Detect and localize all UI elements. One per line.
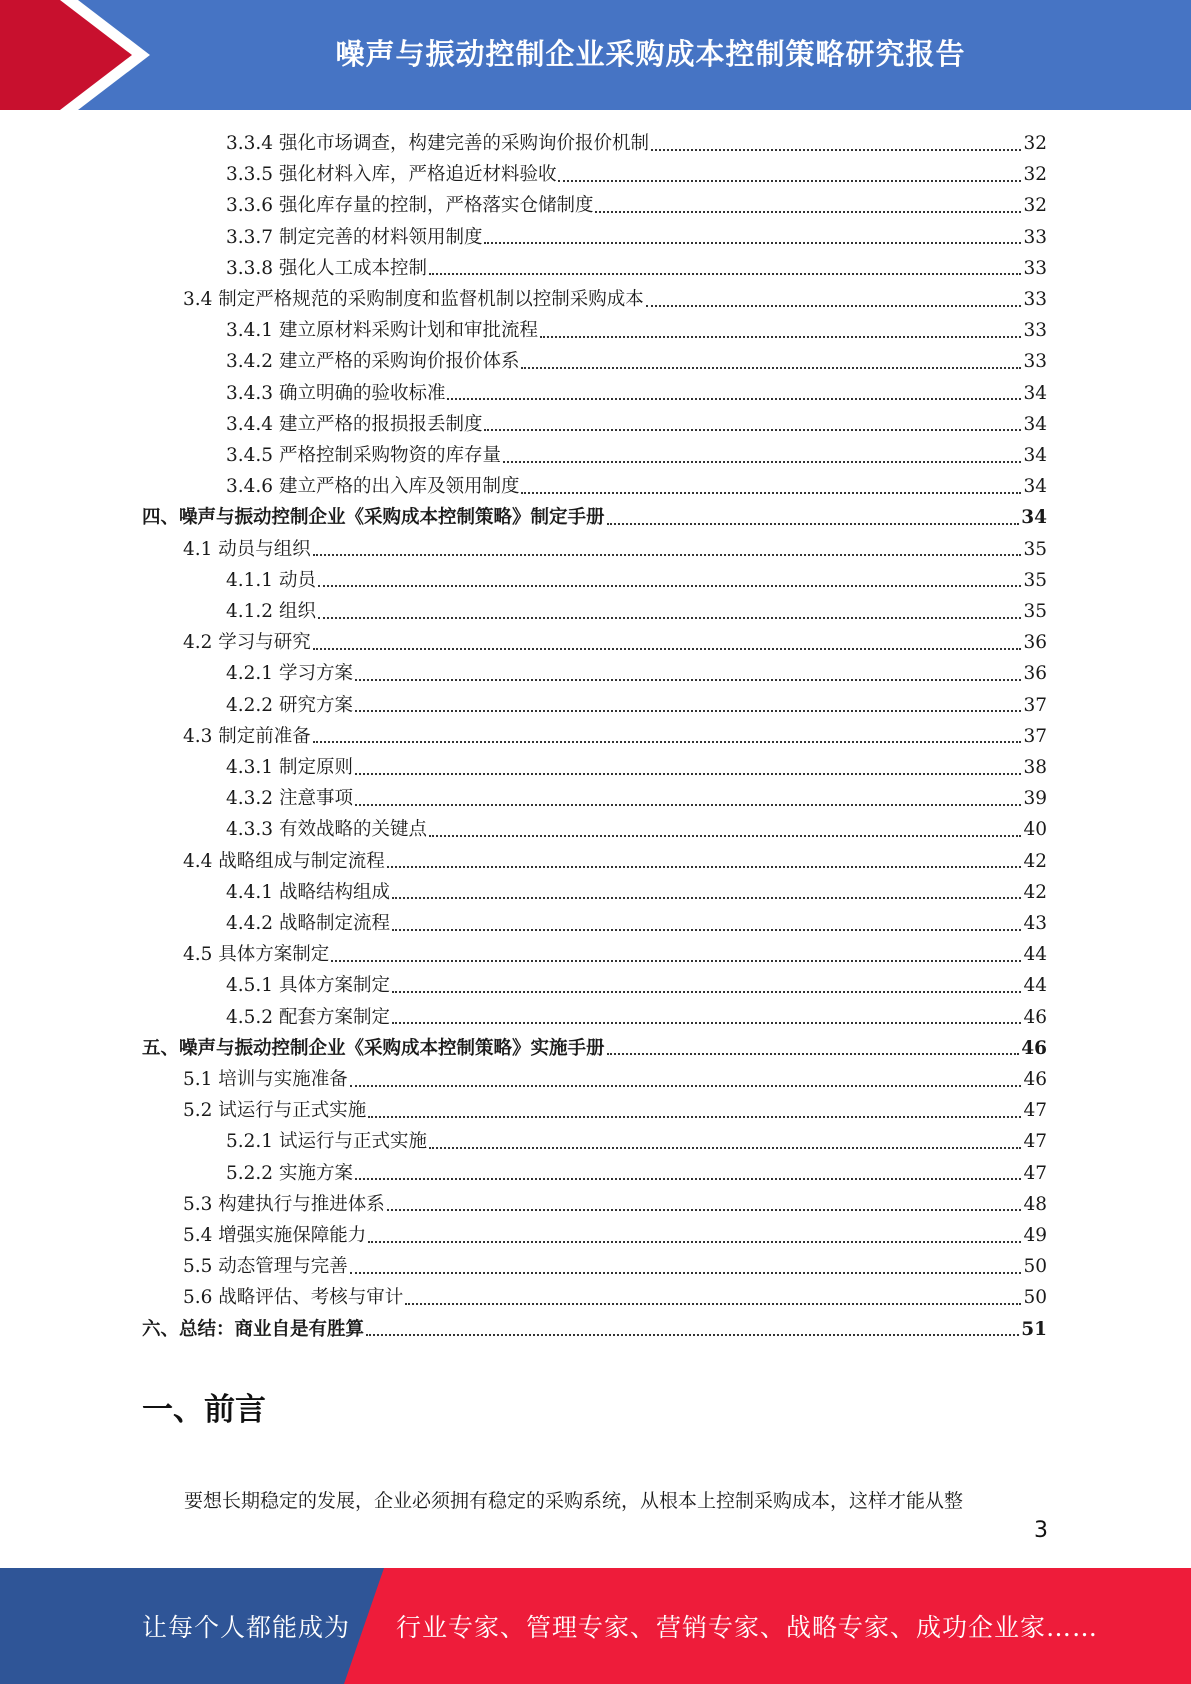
toc-dot-leader: [368, 1116, 1021, 1118]
toc-entry-page: 40: [1023, 819, 1047, 841]
toc-dot-leader: [355, 679, 1022, 681]
toc-dot-leader: [392, 991, 1021, 993]
toc-dot-leader: [368, 1241, 1021, 1243]
toc-dot-leader: [429, 835, 1021, 837]
toc-entry-label: 3.4.4 建立严格的报损报丢制度: [226, 413, 483, 435]
page-number: 3: [1034, 1518, 1048, 1543]
toc-entry-label: 4.5 具体方案制定: [183, 944, 330, 966]
toc-entry[interactable]: [0, 222, 1191, 253]
toc-entry[interactable]: [0, 1158, 1191, 1189]
toc-entry-label: 4.1.2 组织: [226, 601, 316, 622]
toc-entry-label: 5.4 增强实施保障能力: [183, 1225, 367, 1246]
toc-dot-leader: [313, 554, 1022, 556]
toc-entry-label: 3.4.2 建立严格的采购询价报价体系: [226, 351, 520, 373]
footer-slogan-left: 让每个人都能成为: [142, 1613, 351, 1642]
toc-dot-leader: [313, 648, 1022, 650]
toc-entry[interactable]: [0, 1220, 1191, 1251]
toc-dot-leader: [355, 773, 1022, 775]
toc-entry[interactable]: [0, 1095, 1191, 1126]
toc-entry-label: 3.3.4 强化市场调查，构建完善的采购询价报价机制: [226, 133, 649, 154]
toc-entry-page: 50: [1023, 1287, 1047, 1309]
toc-entry-label: 3.4.6 建立严格的出入库及领用制度: [226, 476, 520, 498]
toc-dot-leader: [318, 585, 1022, 587]
toc-entry-label: 5.5 动态管理与完善: [183, 1256, 348, 1278]
toc-entry-page: 32: [1023, 133, 1047, 154]
toc-entry[interactable]: [0, 1002, 1191, 1033]
toc-dot-leader: [607, 523, 1020, 525]
toc-entry-label: 4.2.2 研究方案: [226, 694, 353, 716]
toc-entry-page: 43: [1023, 913, 1047, 934]
toc-entry[interactable]: [0, 190, 1191, 221]
toc-entry-label: 5.2.1 试运行与正式实施: [226, 1131, 427, 1153]
toc-dot-leader: [392, 929, 1021, 931]
toc-entry-page: 42: [1023, 850, 1047, 872]
toc-dot-leader: [521, 367, 1021, 369]
toc-entry[interactable]: [0, 565, 1191, 596]
toc-dot-leader: [350, 1272, 1022, 1274]
toc-entry-label: 4.2.1 学习方案: [226, 663, 353, 685]
toc-entry-page: 50: [1023, 1256, 1047, 1278]
toc-entry[interactable]: [0, 596, 1191, 627]
toc-entry-page: 38: [1023, 757, 1047, 778]
toc-entry[interactable]: [0, 378, 1191, 409]
toc-entry[interactable]: [0, 409, 1191, 440]
toc-dot-leader: [484, 429, 1021, 431]
toc-dot-leader: [429, 1147, 1021, 1149]
toc-entry-label: 4.1 动员与组织: [183, 538, 311, 560]
toc-dot-leader: [595, 211, 1021, 213]
toc-entry-page: 37: [1023, 725, 1047, 747]
toc-dot-leader: [392, 1022, 1021, 1024]
toc-entry-label: 4.3.1 制定原则: [226, 757, 353, 778]
toc-entry-page: 39: [1023, 788, 1047, 810]
toc-entry-label: 5.3 构建执行与推进体系: [183, 1193, 385, 1215]
toc-entry-label: 4.5.2 配套方案制定: [226, 1006, 390, 1028]
toc-entry-label: 4.3 制定前准备: [183, 725, 311, 747]
toc-entry-label: 4.4.2 战略制定流程: [226, 913, 390, 934]
toc-dot-leader: [355, 804, 1022, 806]
toc-entry-page: 35: [1023, 538, 1047, 560]
toc-entry[interactable]: [0, 1251, 1191, 1282]
page-footer: [0, 1568, 1191, 1684]
toc-entry-label: 4.4.1 战略结构组成: [226, 881, 390, 903]
toc-entry-label: 3.3.8 强化人工成本控制: [226, 257, 427, 279]
toc-entry[interactable]: [0, 1064, 1191, 1095]
toc-dot-leader: [558, 180, 1021, 182]
toc-entry-page: 46: [1023, 1069, 1047, 1090]
toc-dot-leader: [651, 149, 1021, 151]
toc-entry-page: 33: [1023, 289, 1047, 310]
toc-entry-page: 46: [1021, 1037, 1047, 1059]
toc-entry[interactable]: [0, 627, 1191, 658]
toc-entry[interactable]: [0, 939, 1191, 970]
toc-entry-page: 32: [1023, 164, 1047, 186]
toc-entry[interactable]: [0, 253, 1191, 284]
toc-entry-label: 4.1.1 动员: [226, 569, 316, 591]
toc-entry[interactable]: [0, 440, 1191, 471]
toc-dot-leader: [313, 741, 1022, 743]
toc-entry[interactable]: [0, 877, 1191, 908]
toc-dot-leader: [646, 305, 1022, 307]
toc-entry-page: 46: [1023, 1006, 1047, 1028]
toc-entry-label: 5.6 战略评估、考核与审计: [183, 1287, 404, 1309]
toc-dot-leader: [429, 273, 1021, 275]
toc-dot-leader: [331, 960, 1021, 962]
toc-entry-label: 4.3.2 注意事项: [226, 788, 353, 810]
toc-entry[interactable]: [0, 721, 1191, 752]
toc-dot-leader: [392, 897, 1021, 899]
toc-entry[interactable]: [0, 315, 1191, 346]
toc-entry-page: 34: [1023, 445, 1047, 466]
toc-entry-label: 4.2 学习与研究: [183, 632, 311, 654]
toc-entry-page: 34: [1021, 507, 1047, 529]
toc-entry[interactable]: [0, 1189, 1191, 1220]
toc-entry-label: 3.3.5 强化材料入库，严格追近材料验收: [226, 164, 557, 186]
toc-entry-page: 33: [1023, 226, 1047, 248]
toc-dot-leader: [484, 242, 1021, 244]
toc-entry-page: 44: [1023, 944, 1047, 966]
toc-entry-label: 3.4 制定严格规范的采购制度和监督机制以控制采购成本: [183, 289, 644, 310]
toc-entry[interactable]: [0, 1282, 1191, 1313]
toc-entry-label: 3.3.6 强化库存量的控制，严格落实仓储制度: [226, 195, 594, 217]
toc-entry-label: 4.3.3 有效战略的关键点: [226, 819, 427, 841]
toc-dot-leader: [355, 710, 1022, 712]
toc-entry-page: 42: [1023, 881, 1047, 903]
toc-entry[interactable]: [0, 908, 1191, 939]
toc-entry-page: 34: [1023, 413, 1047, 435]
toc-entry-page: 47: [1023, 1100, 1047, 1122]
toc-entry[interactable]: [0, 783, 1191, 814]
toc-entry[interactable]: [0, 502, 1191, 533]
toc-dot-leader: [447, 398, 1021, 400]
toc-entry-page: 33: [1023, 257, 1047, 279]
toc-entry[interactable]: [0, 471, 1191, 502]
toc-dot-leader: [521, 492, 1021, 494]
footer-slogan-right: 行业专家、管理专家、营销专家、战略专家、成功企业家……: [396, 1613, 1099, 1642]
toc-entry-label: 5.1 培训与实施准备: [183, 1069, 348, 1090]
toc-entry-page: 32: [1023, 195, 1047, 217]
toc-entry[interactable]: [0, 846, 1191, 877]
toc-entry-page: 51: [1021, 1318, 1047, 1340]
toc-entry[interactable]: [0, 128, 1191, 159]
toc-entry-page: 33: [1023, 351, 1047, 373]
toc-entry-page: 48: [1023, 1193, 1047, 1215]
toc-dot-leader: [607, 1053, 1020, 1055]
body-paragraph: 要想长期稳定的发展，企业必须拥有稳定的采购系统，从根本上控制采购成本，这样才能从整: [184, 1490, 964, 1512]
document-title: 噪声与振动控制企业采购成本控制策略研究报告: [335, 36, 966, 71]
toc-entry-label: 五、噪声与振动控制企业《采购成本控制策略》实施手册: [142, 1037, 605, 1059]
toc-entry-page: 34: [1023, 476, 1047, 498]
page-header: [0, 0, 1191, 110]
toc-entry[interactable]: [0, 1314, 1191, 1345]
section-heading: 一、前言: [142, 1392, 266, 1428]
toc-entry-label: 5.2 试运行与正式实施: [183, 1100, 367, 1122]
toc-entry-label: 3.3.7 制定完善的材料领用制度: [226, 226, 483, 248]
toc-dot-leader: [355, 1178, 1022, 1180]
toc-entry[interactable]: [0, 284, 1191, 315]
toc-entry-label: 5.2.2 实施方案: [226, 1162, 353, 1184]
toc-entry[interactable]: [0, 970, 1191, 1001]
toc-entry-page: 33: [1023, 320, 1047, 342]
toc-entry-page: 37: [1023, 694, 1047, 716]
toc-entry[interactable]: [0, 1033, 1191, 1064]
toc-dot-leader: [405, 1303, 1021, 1305]
toc-entry-label: 3.4.3 确立明确的验收标准: [226, 382, 446, 404]
toc-entry-label: 六、总结：商业自是有胜算: [142, 1318, 365, 1340]
toc-dot-leader: [366, 1334, 1019, 1336]
toc-entry-label: 3.4.5 严格控制采购物资的库存量: [226, 445, 501, 466]
toc-entry[interactable]: [0, 690, 1191, 721]
toc-entry-page: 35: [1023, 601, 1047, 622]
toc-entry-page: 36: [1023, 632, 1047, 654]
toc-entry-label: 4.5.1 具体方案制定: [226, 975, 390, 997]
toc-entry-page: 47: [1023, 1162, 1047, 1184]
toc-entry[interactable]: [0, 814, 1191, 845]
toc-entry[interactable]: [0, 752, 1191, 783]
toc-entry[interactable]: [0, 658, 1191, 689]
toc-dot-leader: [387, 866, 1022, 868]
toc-dot-leader: [318, 617, 1022, 619]
toc-dot-leader: [350, 1085, 1022, 1087]
toc-dot-leader: [540, 336, 1021, 338]
toc-entry-page: 49: [1023, 1225, 1047, 1246]
toc-entry[interactable]: [0, 1126, 1191, 1157]
toc-entry[interactable]: [0, 159, 1191, 190]
toc-dot-leader: [387, 1209, 1022, 1211]
toc-entry-page: 44: [1023, 975, 1047, 997]
toc-dot-leader: [503, 461, 1021, 463]
toc-entry-label: 3.4.1 建立原材料采购计划和审批流程: [226, 320, 538, 342]
toc-entry-page: 36: [1023, 663, 1047, 685]
toc-entry-label: 四、噪声与振动控制企业《采购成本控制策略》制定手册: [142, 507, 605, 529]
toc-entry-page: 35: [1023, 569, 1047, 591]
toc-entry[interactable]: [0, 534, 1191, 565]
toc-entry-label: 4.4 战略组成与制定流程: [183, 850, 385, 872]
toc-entry-page: 34: [1023, 382, 1047, 404]
toc-entry[interactable]: [0, 346, 1191, 377]
toc-entry-page: 47: [1023, 1131, 1047, 1153]
